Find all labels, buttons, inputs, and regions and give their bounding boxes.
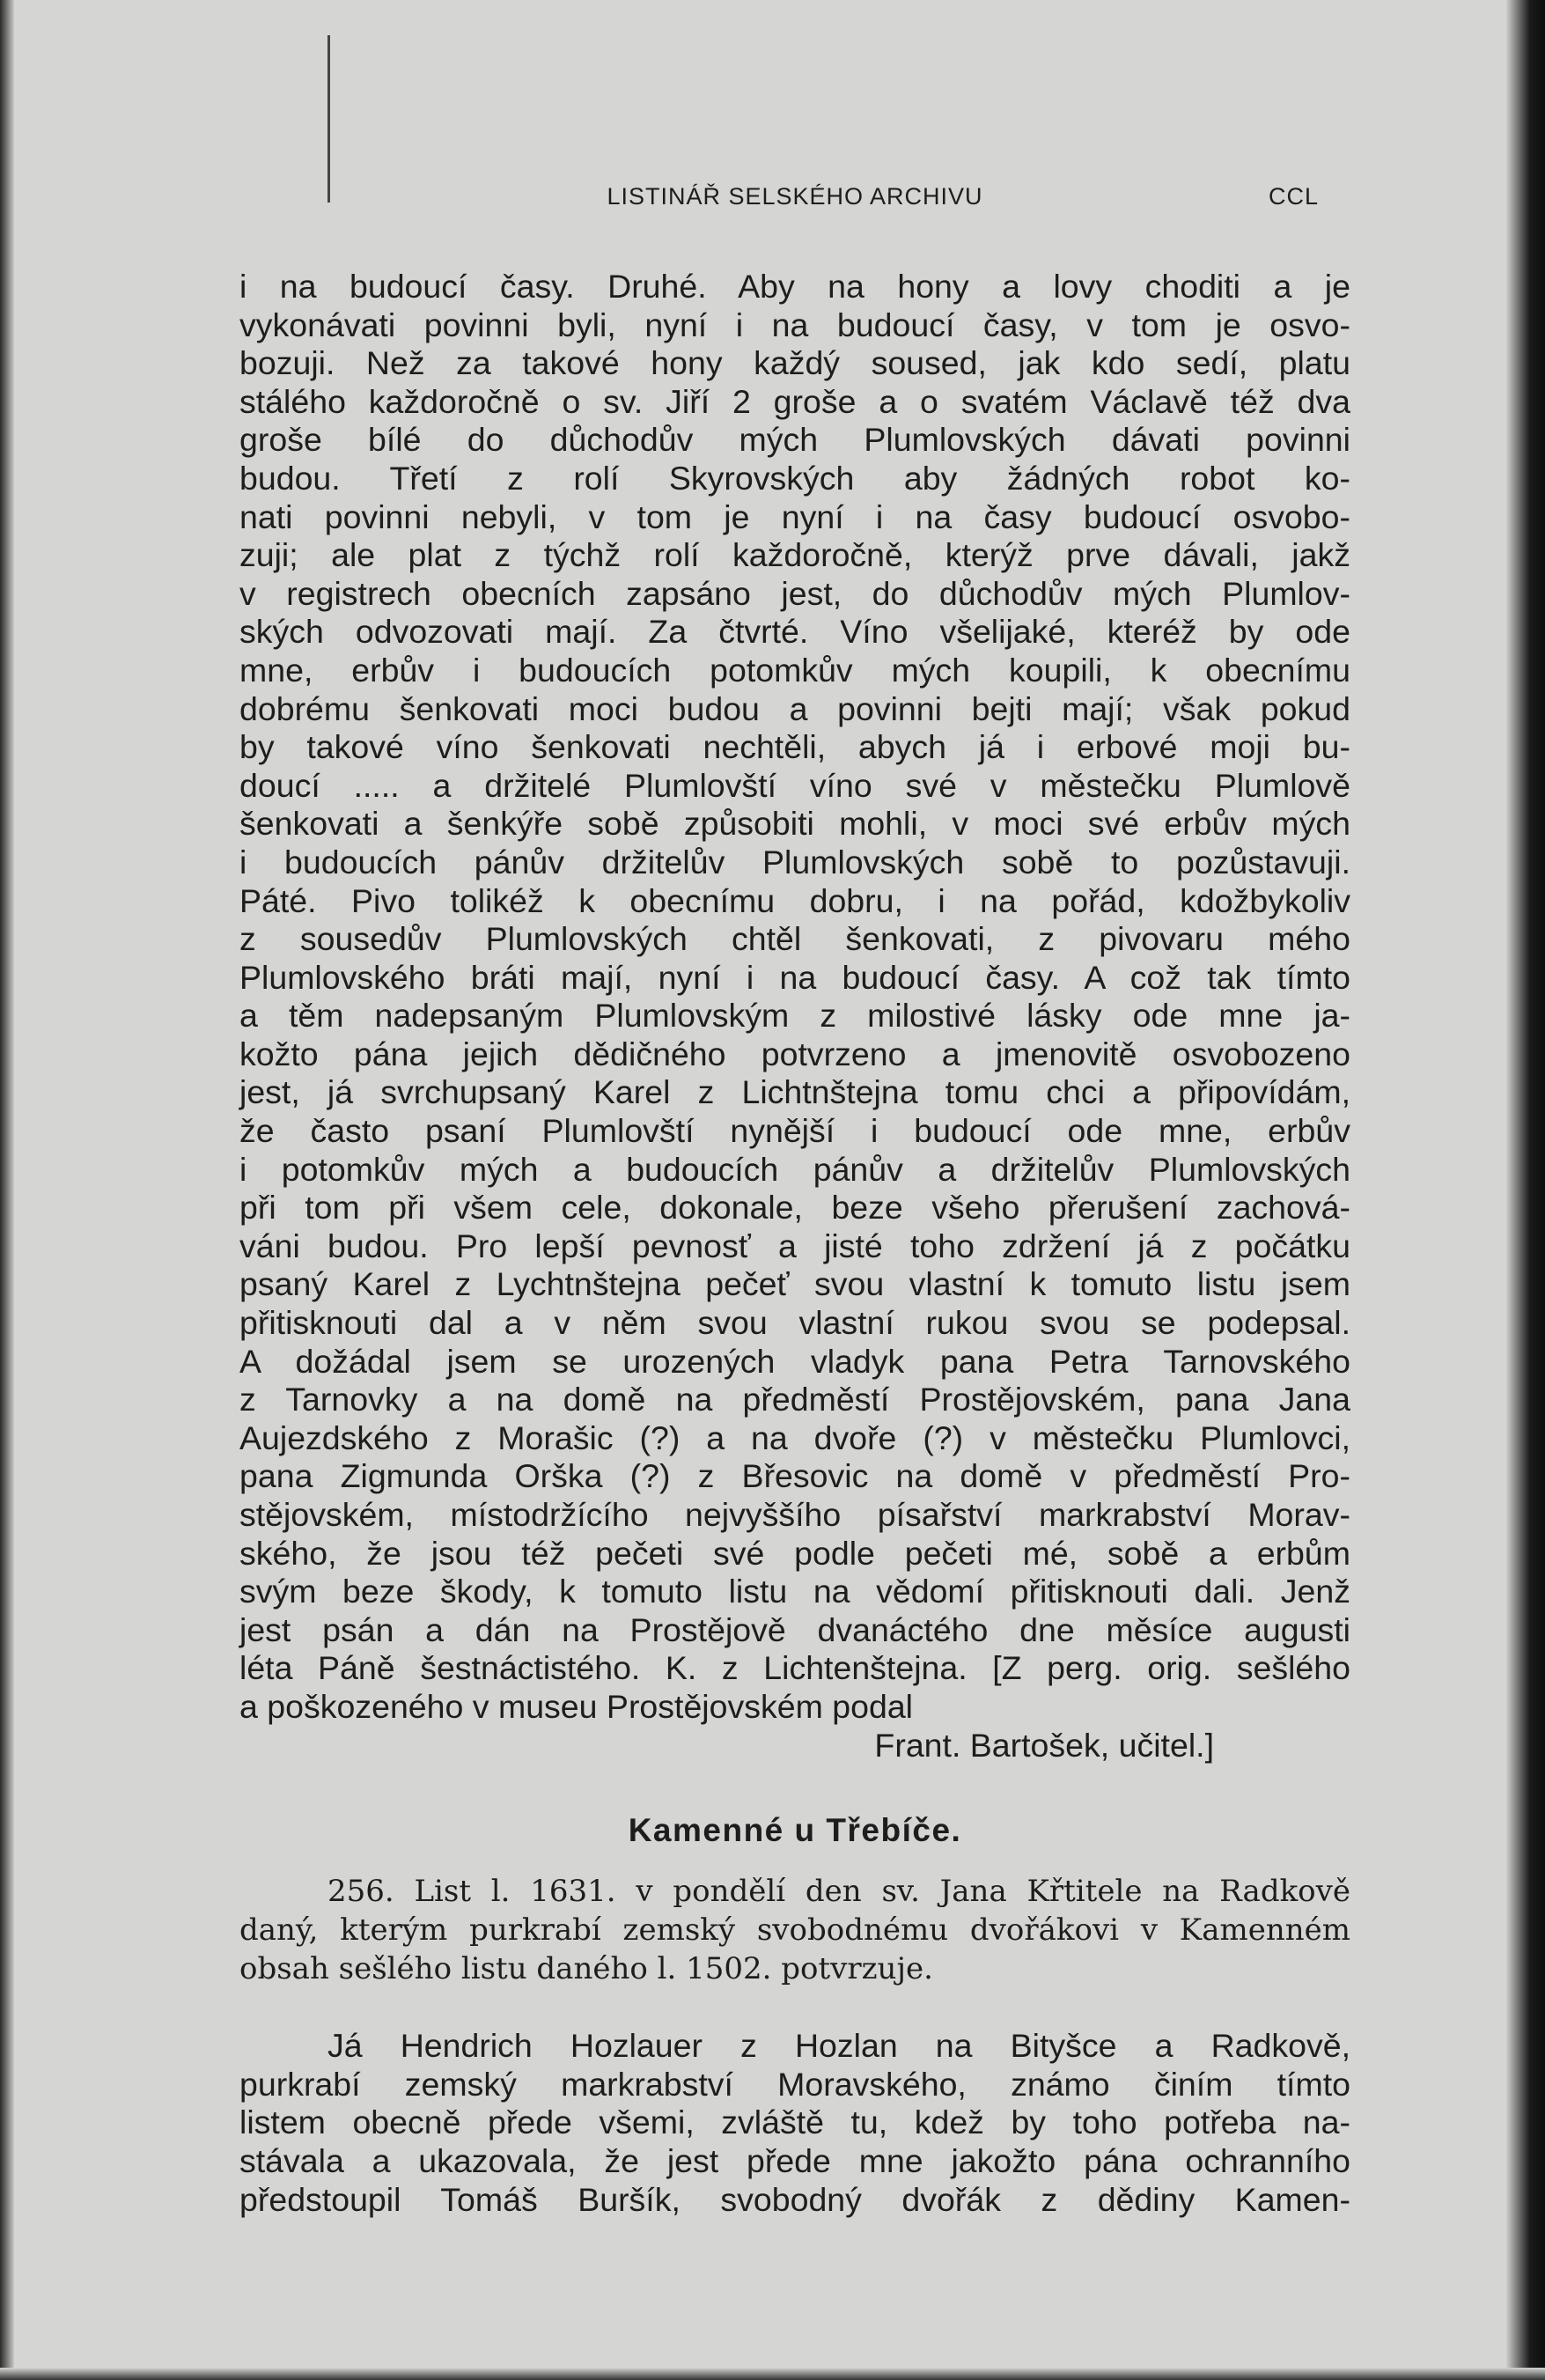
scan-shadow-bottom	[0, 2368, 1545, 2380]
text-line: mne, erbův i budoucích potomkův mých koupili, k obecnímu	[239, 651, 1350, 689]
text-line: Já Hendrich Hozlauer z Hozlan na Bityšce a Radkově,	[327, 2027, 1350, 2065]
running-title: LISTINÁŘ SELSKÉHO ARCHIVU	[607, 183, 983, 210]
text-line: Plumlovského bráti mají, nyní i na budoucí časy. A což tak tímto	[239, 958, 1350, 996]
text-line: stávala a ukazovala, že jest přede mne jakožto pána ochranního	[239, 2141, 1350, 2179]
text-line: budou. Třetí z rolí Skyrovských aby žádných robot ko-	[239, 459, 1350, 497]
text-line: bozuji. Než za takové hony každý soused, jak kdo sedí, platu	[239, 344, 1350, 382]
text-line: pana Zigmunda Orška (?) z Břesovic na domě v předměstí Pro-	[239, 1457, 1350, 1495]
section-heading: Kamenné u Třebíče.	[628, 1812, 962, 1849]
text-line: stálého každoročně o sv. Jiří 2 groše a o svatém Václavě též dva	[239, 382, 1350, 420]
text-line: jest psán a dán na Prostějově dvanáctého dne měsíce augusti	[239, 1610, 1350, 1648]
text-line: váni budou. Pro lepší pevnosť a jisté toho zdržení já z počátku	[239, 1227, 1350, 1264]
text-line: i na budoucí časy. Druhé. Aby na hony a lovy choditi a je	[239, 268, 1350, 305]
text-line: groše bílé do důchodův mých Plumlovských dávati povinni	[239, 421, 1350, 459]
second-text-block	[239, 2027, 1350, 2219]
text-line: a těm nadepsaným Plumlovským z milostivé lásky ode mne ja-	[239, 997, 1350, 1035]
document-summary	[239, 1872, 1350, 1988]
text-line: předstoupil Tomáš Buršík, svobodný dvořák z dědiny Kamen-	[239, 2180, 1350, 2218]
text-line: jest, já svrchupsaný Karel z Lichtnštejna tomu chci a připovídám,	[239, 1073, 1350, 1111]
text-line: nati povinni nebyli, v tom je nyní i na časy budoucí osvobo-	[239, 497, 1350, 535]
text-line: šenkovati a šenkýře sobě způsobiti mohli, v moci své erbův mých	[239, 805, 1350, 843]
scan-shadow-left	[0, 0, 14, 2380]
text-line: a poškozeného v museu Prostějovském podal	[239, 1687, 914, 1725]
text-line: z sousedův Plumlovských chtěl šenkovati, z pivovaru mého	[239, 920, 1350, 958]
text-line: svým beze škody, k tomuto listu na vědomí přitisknouti dali. Jenž	[239, 1573, 1350, 1610]
text-line: listem obecně přede všemi, zvláště tu, kdež by toho potřeba na-	[239, 2104, 1350, 2141]
signature-line: Frant. Bartošek, učitel.]	[874, 1726, 1214, 1764]
text-line: že často psaní Plumlovští nynější i budoucí ode mne, erbův	[239, 1112, 1350, 1150]
page-number: CCL	[1268, 183, 1319, 210]
text-line: Páté. Pivo tolikéž k obecnímu dobru, i na pořád, kdožbykoliv	[239, 881, 1350, 919]
text-line: obsah sešlého listu daného l. 1502. potvrzuje.	[239, 1951, 933, 1987]
text-line: 256. List l. 1631. v pondělí den sv. Jana Křtitele na Radkově	[327, 1874, 1350, 1910]
text-line: purkrabí zemský markrabství Moravského, známo činím tímto	[239, 2065, 1350, 2103]
text-line: z Tarnovky a na domě na předměstí Prostějovském, pana Jana	[239, 1381, 1350, 1418]
text-line: psaný Karel z Lychtnštejna pečeť svou vlastní k tomuto listu jsem	[239, 1265, 1350, 1303]
text-line: i potomkův mých a budoucích pánův a držitelův Plumlovských	[239, 1150, 1350, 1188]
scan-shadow-right	[1506, 0, 1545, 2380]
text-line: léta Páně šestnáctistého. K. z Lichtenštejna. [Z perg. orig. sešlého	[239, 1649, 1350, 1687]
page-content	[239, 176, 1350, 2219]
text-line: přitisknouti dal a v něm svou vlastní rukou svou se podepsal.	[239, 1304, 1350, 1342]
text-line: daný, kterým purkrabí zemský svobodnému dvořákovi v Kamenném	[239, 1912, 1350, 1949]
text-line: kožto pána jejich dědičného potvrzeno a jmenovitě osvobozeno	[239, 1035, 1350, 1072]
text-line: při tom při všem cele, dokonale, beze všeho přerušení zachová-	[239, 1189, 1350, 1227]
text-line: stějovském, místodržícího nejvyššího písařství markrabství Morav-	[239, 1496, 1350, 1533]
text-line: i budoucích pánův držitelův Plumlovských sobě to pozůstavuji.	[239, 843, 1350, 881]
text-line: v registrech obecních zapsáno jest, do důchodův mých Plumlov-	[239, 574, 1350, 612]
text-line: by takové víno šenkovati nechtěli, abych já i erbové moji bu-	[239, 728, 1350, 766]
text-line: doucí ..... a držitelé Plumlovští víno své v městečku Plumlově	[239, 766, 1350, 804]
page-header	[239, 176, 1350, 225]
main-text-block	[239, 268, 1350, 1727]
text-line: ského, že jsou též pečeti své podle pečeti mé, sobě a erbům	[239, 1534, 1350, 1572]
text-line: A dožádal jsem se urozených vladyk pana Petra Tarnovského	[239, 1342, 1350, 1380]
text-line: vykonávati povinni byli, nyní i na budoucí časy, v tom je osvo-	[239, 306, 1350, 343]
text-line: Aujezdského z Morašic (?) a na dvoře (?) v městečku Plumlovci,	[239, 1418, 1350, 1456]
text-line: ských odvozovati mají. Za čtvrté. Víno všelijaké, kteréž by ode	[239, 613, 1350, 651]
text-line: dobrému šenkovati moci budou a povinni bejti mají; však pokud	[239, 689, 1350, 727]
text-line: zuji; ale plat z týchž rolí každoročně, kterýž prve dávali, jakž	[239, 536, 1350, 574]
